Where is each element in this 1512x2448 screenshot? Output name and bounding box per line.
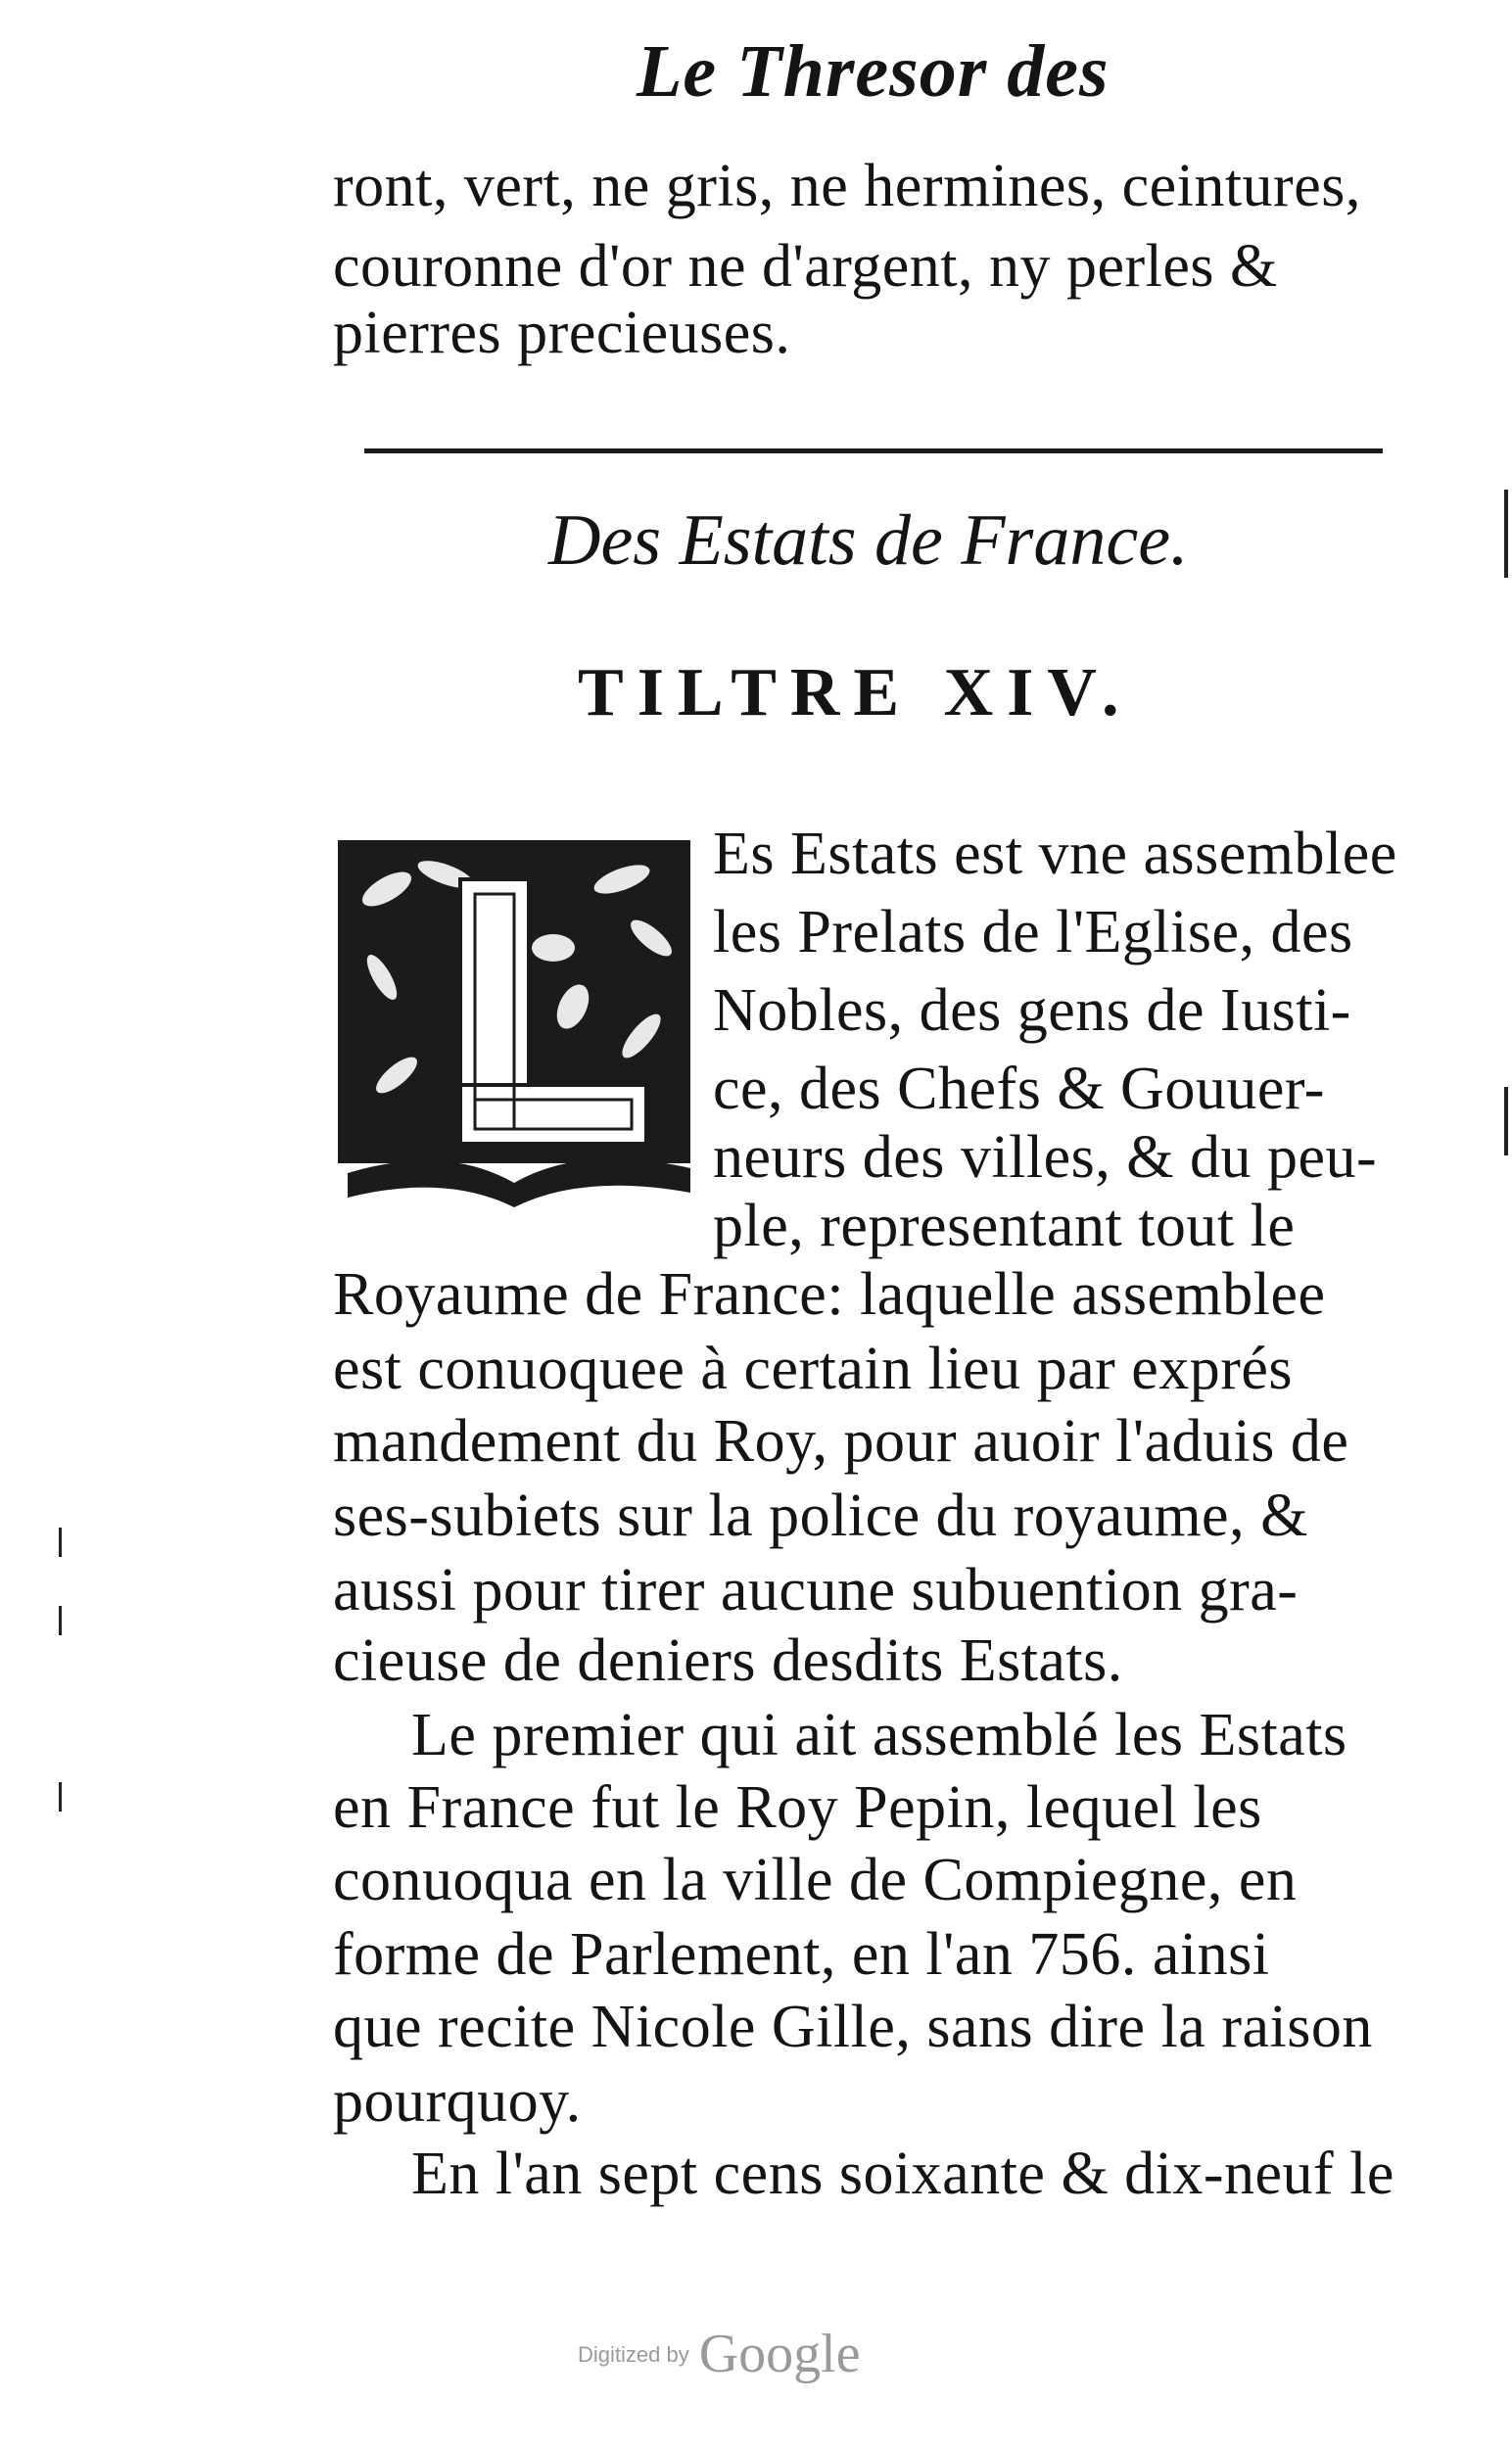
body-line-13: En l'an sept cens soixante & dix-neuf le (411, 2141, 1394, 2207)
section-title: Des Estats de France. (548, 500, 1189, 581)
floral-initial-icon (328, 821, 700, 1212)
scan-edge-mark (59, 1606, 62, 1635)
intro-line-2: couronne d'or ne d'argent, ny perles & (333, 233, 1278, 300)
scan-edge-mark (59, 1782, 62, 1812)
dropcap-line-3: Nobles, des gens de Iusti- (713, 977, 1351, 1044)
body-line-5: aussi pour tirer aucune subuention gra- (333, 1557, 1299, 1624)
scan-edge-mark (59, 1528, 62, 1557)
dropcap-line-2: les Prelats de l'Eglise, des (713, 899, 1353, 965)
body-line-10: forme de Parlement, en l'an 756. ainsi (333, 1921, 1270, 1988)
watermark-prefix: Digitized by (578, 2342, 689, 2367)
body-line-3: mandement du Roy, pour auoir l'aduis de (333, 1408, 1349, 1475)
body-line-11: que recite Nicole Gille, sans dire la raison (333, 1994, 1373, 2060)
body-line-8: en France fut le Roy Pepin, lequel les (333, 1774, 1262, 1841)
dropcap-line-5: neurs des villes, & du peu- (713, 1124, 1378, 1191)
watermark-brand: Google (698, 2324, 861, 2384)
body-line-2: est conuoquee à certain lieu par exprés (333, 1336, 1294, 1402)
decorated-initial-image (328, 821, 700, 1212)
dropcap-line-1: Es Estats est vne assemblee (713, 821, 1397, 887)
body-line-6: cieuse de deniers desdits Estats. (333, 1627, 1123, 1694)
section-divider (364, 448, 1383, 453)
body-line-7: Le premier qui ait assemblé les Estats (411, 1702, 1347, 1768)
body-line-1: Royaume de France: laquelle assemblee (333, 1261, 1326, 1328)
scan-edge-mark (1504, 1087, 1508, 1155)
body-line-9: conuoqua en la ville de Compiegne, en (333, 1847, 1298, 1913)
body-line-4: ses-subiets sur la police du royaume, & (333, 1483, 1308, 1549)
intro-line-1: ront, vert, ne gris, ne hermines, ceintures, (333, 153, 1361, 219)
chapter-title: TILTRE XIV. (578, 655, 1133, 730)
scan-edge-mark (1504, 490, 1508, 578)
running-head: Le Thresor des (637, 30, 1110, 113)
intro-line-3: pierres precieuses. (333, 300, 791, 366)
digitization-watermark (578, 2323, 861, 2385)
body-line-12: pourquoy. (333, 2068, 582, 2135)
dropcap-line-4: ce, des Chefs & Gouuer- (713, 1056, 1325, 1122)
dropcap-line-6: ple, representant tout le (713, 1193, 1296, 1259)
